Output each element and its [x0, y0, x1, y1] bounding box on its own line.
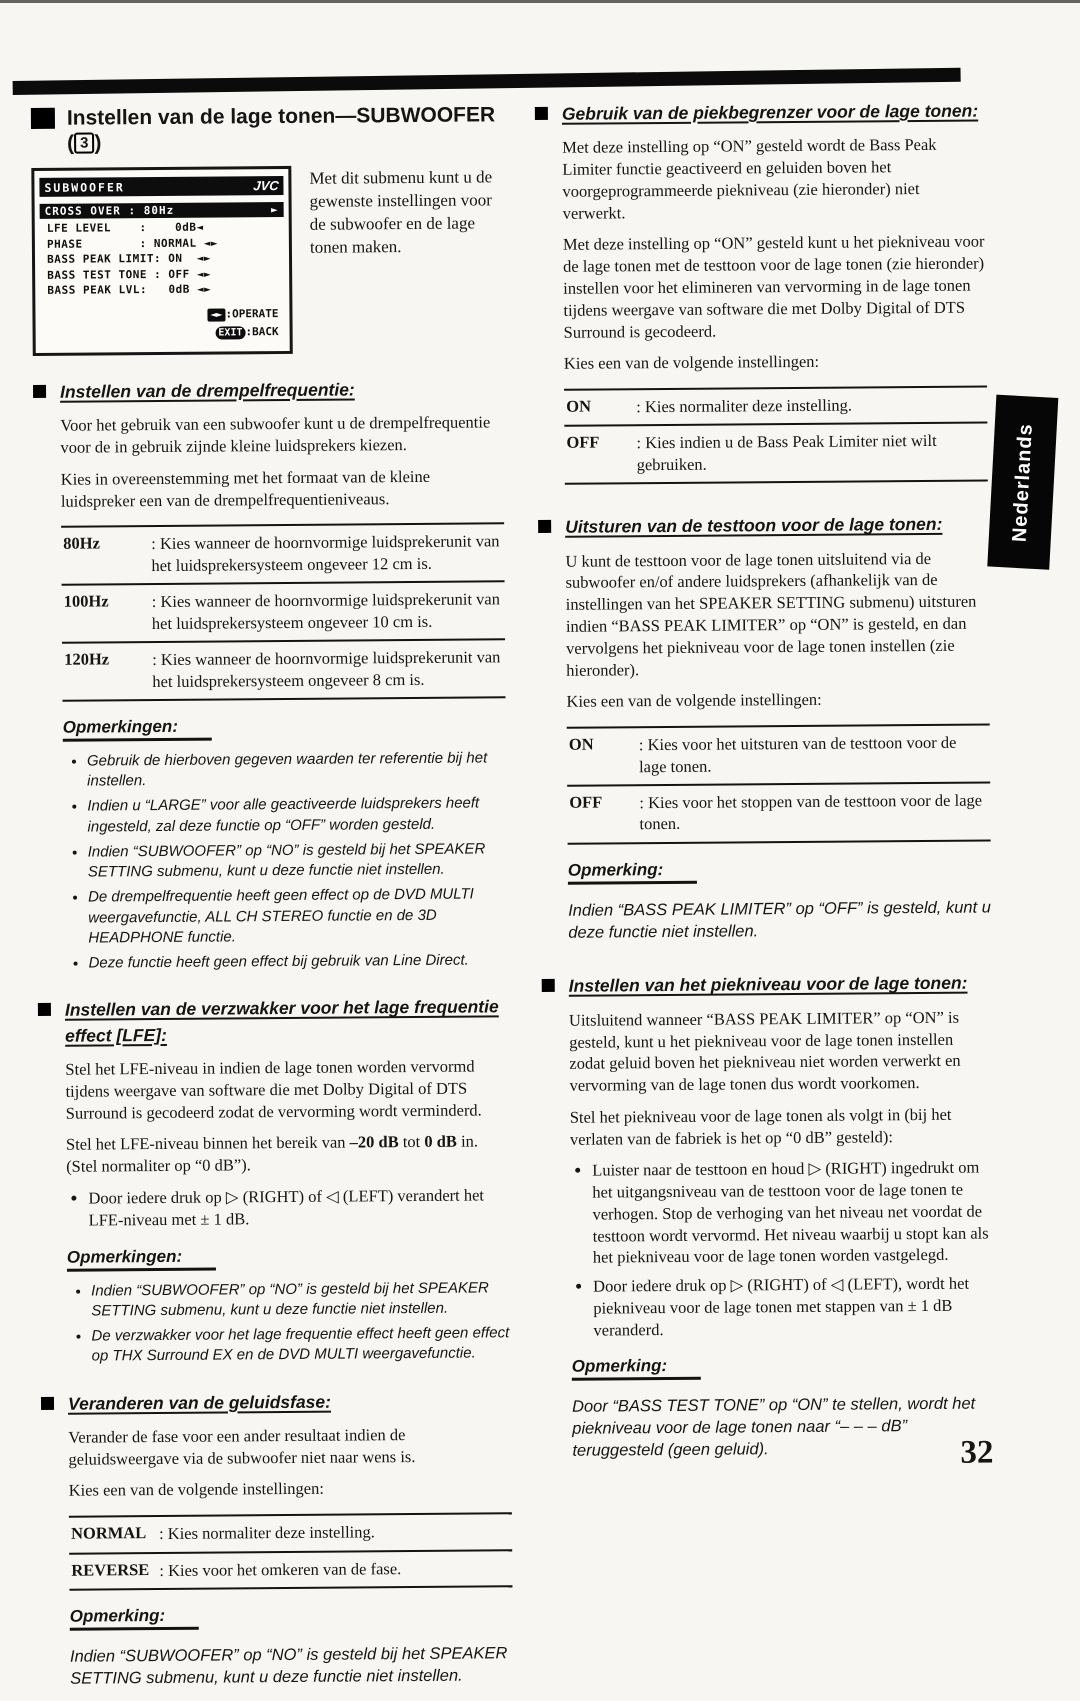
jvc-logo: JVC	[252, 178, 280, 194]
right-arrow-icon: ►	[270, 203, 279, 217]
note-text: Indien “SUBWOOFER” op “NO” is gesteld bij het SPEAKER SETTING submenu, kunt u deze functie niet instellen.	[69, 1644, 508, 1688]
option-desc: : Kies normaliter deze instelling.	[636, 395, 853, 417]
osd-screen	[31, 166, 292, 356]
operate-hint-label: :OPERATE	[225, 306, 279, 321]
notes-block	[67, 1244, 511, 1367]
section-heading-row	[41, 1388, 511, 1417]
testtone-options-table	[567, 724, 991, 845]
note-item: • Gebruik de hierboven gegeven waarden ter referentie bij het instellen.	[87, 748, 506, 792]
note-item: • Indien “SUBWOOFER” op “NO” is gesteld bij het SPEAKER SETTING submenu, kunt u deze functie niet instellen.	[88, 839, 507, 883]
note-item: • De verzwakker voor het lage frequentie effect heeft geen effect op THX Surround EX en de DVD MULTI weergavefunctie.	[91, 1323, 510, 1367]
paragraph: Voor het gebruik van een subwoofer kunt u de drempelfrequentie voor de in gebruik zijnde kleine luidsprekers kiezen.	[60, 412, 491, 457]
notes-heading: Opmerkingen:	[67, 1246, 216, 1271]
section-body	[60, 412, 507, 975]
section-heading: Veranderen van de geluidsfase:	[67, 1391, 332, 1414]
section-heading-row	[535, 98, 985, 127]
option-desc: : Kies voor het uitsturen van de testtoon voor de lage tonen.	[638, 732, 957, 776]
square-bullet-icon	[33, 385, 46, 398]
option-term: 120Hz	[64, 649, 110, 669]
table-row	[62, 640, 505, 701]
note-text: Indien “BASS PEAK LIMITER” op “OFF” is gesteld, kunt u deze functie niet instellen.	[568, 898, 991, 942]
note-heading: Opmerking:	[568, 860, 698, 885]
option-desc: : Kies wanneer de hoornvormige luidsprekerunit van het luidsprekersysteem ongeveer 10 cm is.	[151, 589, 501, 633]
note-item: • De drempelfrequentie heeft geen effect op de DVD MULTI weergavefunctie, ALL CH STEREO functie en de 3D HEADPHONE functie.	[88, 885, 507, 949]
section-crossover-frequency	[33, 376, 508, 974]
notes-heading: Opmerkingen:	[63, 717, 212, 742]
paragraph	[66, 1131, 509, 1178]
note-item: • Indien u “LARGE” voor alle geactiveerde luidsprekers heeft ingesteld, zal deze functie op “OFF” worden gesteld.	[87, 794, 506, 838]
section-heading-row	[33, 376, 503, 405]
back-hint-label: :BACK	[245, 324, 279, 339]
section-heading-row	[542, 971, 992, 1000]
section-heading: Gebruik van de piekbegrenzer voor de lage tonen:	[561, 100, 979, 124]
phase-options-table	[69, 1512, 513, 1590]
section-bass-test-tone	[538, 512, 991, 945]
text-run: in. (Stel normaliter op “0 dB”).	[66, 1131, 479, 1176]
bold-value: 0 dB	[424, 1132, 457, 1152]
paragraph: Verander de fase voor een ander resultaat indien de geluidsweergave via de subwoofer niet naar wens is.	[68, 1424, 416, 1469]
square-bullet-icon	[41, 1396, 54, 1409]
square-bullet-icon	[538, 520, 551, 533]
osd-row-bass-peak-lvl: BASS PEAK LVL: 0dB ◄►	[40, 282, 212, 298]
table-row	[567, 783, 990, 844]
bullet-list	[66, 1184, 509, 1231]
paragraph: Kies in overeenstemming met het formaat van de kleine luidspreker een van de drempelfrequentieniveaus.	[60, 466, 431, 511]
crossover-row-label: CROSS OVER : 80Hz	[44, 204, 175, 219]
square-bullet-icon	[38, 1003, 51, 1016]
osd-row-bass-peak-limit: BASS PEAK LIMIT: ON ◄►	[39, 251, 212, 267]
table-row	[564, 388, 987, 428]
note-item: • Indien “SUBWOOFER” op “NO” is gesteld bij het SPEAKER SETTING submenu, kunt u deze functie niet instellen.	[91, 1278, 510, 1322]
table-row	[69, 1551, 512, 1591]
list-item: • Door iedere druk op ▷ (RIGHT) of ◁ (LEFT), wordt het piekniveau voor de lage tonen met stappen van ± 1 dB veranderd.	[593, 1273, 995, 1341]
menu-number-badge: 3	[74, 133, 95, 154]
left-right-arrows-icon: ◄►	[207, 308, 225, 321]
page-number: 32	[960, 1434, 994, 1471]
section-heading: Instellen van het piekniveau voor de lage tonen:	[568, 973, 968, 997]
section-heading: Instellen van de verzwakker voor het lage frequentie effect [LFE]:	[64, 996, 499, 1046]
paragraph: U kunt de testtoon voor de lage tonen uitsluitend via de subwoofer en/of andere luidsprekers (afhankelijk van de instellingen van het SPEAKER SETTING submenu) uitsturen indien “BASS PEAK LIMITER” op “ON” is gesteld, en dan vervolgens het piekniveau voor de lage tonen instellen (zie hieronder).	[565, 548, 977, 680]
osd-highlighted-row	[40, 202, 284, 219]
left-column	[31, 102, 514, 1700]
submenu-intro-paragraph: Met dit submenu kunt u de gewenste instellingen voor de subwoofer en de lage tonen maken.	[309, 167, 493, 257]
note-item: • Deze functie heeft geen effect bij gebruik van Line Direct.	[88, 950, 507, 974]
option-term: ON	[566, 396, 592, 416]
bold-value: –20 dB	[349, 1132, 399, 1152]
right-column	[535, 98, 998, 1696]
paragraph: Stel het piekniveau voor de lage tonen als volgt in (bij het verlaten van de fabriek is het op “0 dB” gesteld):	[569, 1104, 952, 1149]
osd-title-bar	[39, 176, 283, 197]
osd-row-lfe-level: LFE LEVEL : 0dB◄	[39, 221, 204, 236]
text-run: Stel het LFE-niveau binnen het bereik van	[65, 1132, 350, 1155]
paragraph: Stel het LFE-niveau in indien de lage tonen worden vervormd tijdens weergave van software die met Dolby Digital of DTS Surround is gecodeerd zodat de vervorming wordt verminderd.	[65, 1056, 482, 1123]
option-term: NORMAL	[70, 1523, 147, 1543]
osd-row-phase: PHASE : NORMAL ◄►	[39, 236, 219, 251]
osd-hints	[40, 305, 284, 343]
option-desc: : Kies indien u de Bass Peak Limiter niet wilt gebruiken.	[636, 431, 937, 475]
section-body	[68, 1423, 513, 1690]
note-block	[572, 1354, 996, 1463]
paragraph: Met deze instelling op “ON” gesteld kunt u het piekniveau voor de lage tonen met de testtoon voor de lage tonen (zie hieronder) instellen voor het elimineren van vervorming in de lage tonen tijdens weergave van software die met Dolby Digital of DTS Surround is gecodeerd.	[562, 231, 985, 342]
square-bullet-icon	[535, 107, 548, 120]
option-desc: : Kies wanneer de hoornvormige luidsprekerunit van het luidsprekersysteem ongeveer 8 cm is.	[152, 647, 501, 691]
limiter-options-table	[564, 386, 988, 486]
note-block	[568, 857, 992, 944]
option-term: ON	[568, 734, 594, 754]
header-divider-bar	[13, 68, 961, 95]
title-label: Instellen van de lage tonen—SUBWOOFER	[66, 103, 496, 130]
text-run: tot	[398, 1132, 425, 1152]
notes-list	[63, 748, 508, 974]
section-body	[565, 547, 991, 944]
language-tab-nederlands	[987, 395, 1058, 570]
section-bass-peak-level	[542, 971, 996, 1463]
table-row	[69, 1514, 512, 1554]
paragraph: Uitsluitend wanneer “BASS PEAK LIMITER” op “ON” is gesteld, kunt u het piekniveau voor de lage tonen instellen zodat geluid boven het piekniveau niet worden verwerkt en vervorming van de lage tonen dus wordt voorkomen.	[568, 1007, 961, 1095]
frequency-options-table	[61, 523, 505, 702]
page-title-text	[67, 102, 501, 156]
table-row	[62, 582, 505, 643]
osd-row-bass-test-tone: BASS TEST TONE : OFF ◄►	[40, 267, 212, 282]
bullet-list	[570, 1157, 994, 1341]
table-row	[564, 424, 987, 485]
section-body	[65, 1055, 510, 1367]
section-heading-row	[38, 995, 508, 1049]
table-row	[567, 726, 990, 787]
osd-title: SUBWOOFER	[44, 180, 125, 195]
option-desc: : Kies voor het stoppen van de testtoon voor de lage tonen.	[639, 790, 983, 834]
note-heading: Opmerking:	[70, 1606, 200, 1631]
list-item: • Luister naar de testtoon en houd ▷ (RIGHT) ingedrukt om het uitgangsniveau van de testtoon voor de lage tonen te verhogen. Stop de verhoging van het niveau net voordat de testtoon wordt vervormd. Het niveau waarbij u stopt kan als het piekniveau voor de lage tonen worden vastgelegd.	[592, 1157, 994, 1269]
osd-and-intro	[31, 165, 502, 356]
section-heading-row	[538, 512, 988, 541]
section-body	[562, 134, 988, 485]
page-title	[31, 102, 501, 156]
square-bullet-icon	[542, 979, 555, 992]
note-heading: Opmerking:	[572, 1356, 702, 1381]
section-lfe-attenuator	[38, 995, 511, 1368]
square-bullet-icon	[31, 108, 55, 129]
table-row	[61, 525, 504, 586]
title-paren-close: )	[94, 131, 102, 155]
section-bass-peak-limiter	[535, 98, 988, 485]
option-term: 80Hz	[63, 533, 101, 554]
option-term: OFF	[566, 432, 600, 453]
exit-button-icon: EXIT	[215, 326, 245, 339]
section-heading: Instellen van de drempelfrequentie:	[59, 379, 355, 402]
osd-menu-rows	[40, 219, 285, 298]
option-term: REVERSE	[71, 1559, 150, 1580]
paragraph: Kies een van de volgende instellingen:	[566, 690, 822, 712]
note-block	[70, 1603, 514, 1690]
notes-list	[67, 1278, 511, 1367]
paragraph: Kies een van de volgende instellingen:	[68, 1479, 324, 1501]
list-item: • Door iedere druk op ▷ (RIGHT) of ◁ (LEFT) verandert het LFE-niveau met ± 1 dB.	[88, 1184, 509, 1231]
option-desc: : Kies wanneer de hoornvormige luidsprekerunit van het luidsprekersysteem ongeveer 12 cm is.	[151, 531, 500, 575]
note-text: Door “BASS TEST TONE” op “ON” te stellen, wordt het piekniveau voor de lage tonen naar “– – – dB” teruggesteld (geen geluid).	[571, 1395, 976, 1460]
section-heading: Uitsturen van de testtoon voor de lage tonen:	[565, 514, 943, 538]
option-desc: : Kies voor het omkeren van de fase.	[159, 1558, 402, 1580]
option-desc: : Kies normaliter deze instelling.	[158, 1522, 375, 1544]
section-sound-phase	[41, 1388, 513, 1691]
option-term: OFF	[569, 792, 603, 812]
paragraph: Kies een van de volgende instellingen:	[563, 352, 820, 374]
operate-hint	[40, 305, 278, 325]
title-paren-open: (	[67, 131, 75, 155]
option-term: 100Hz	[63, 591, 109, 611]
two-column-layout	[31, 98, 997, 1700]
language-tab-label: Nederlands	[1008, 422, 1037, 543]
back-hint	[41, 323, 279, 343]
section-body	[569, 1006, 996, 1462]
paragraph: Met deze instelling op “ON” gesteld wordt de Bass Peak Limiter functie geactiveerd en geluiden boven het voorgeprogrammeerde piekniveau (zie hieronder) niet verwerkt.	[562, 135, 937, 223]
notes-block	[63, 714, 508, 974]
